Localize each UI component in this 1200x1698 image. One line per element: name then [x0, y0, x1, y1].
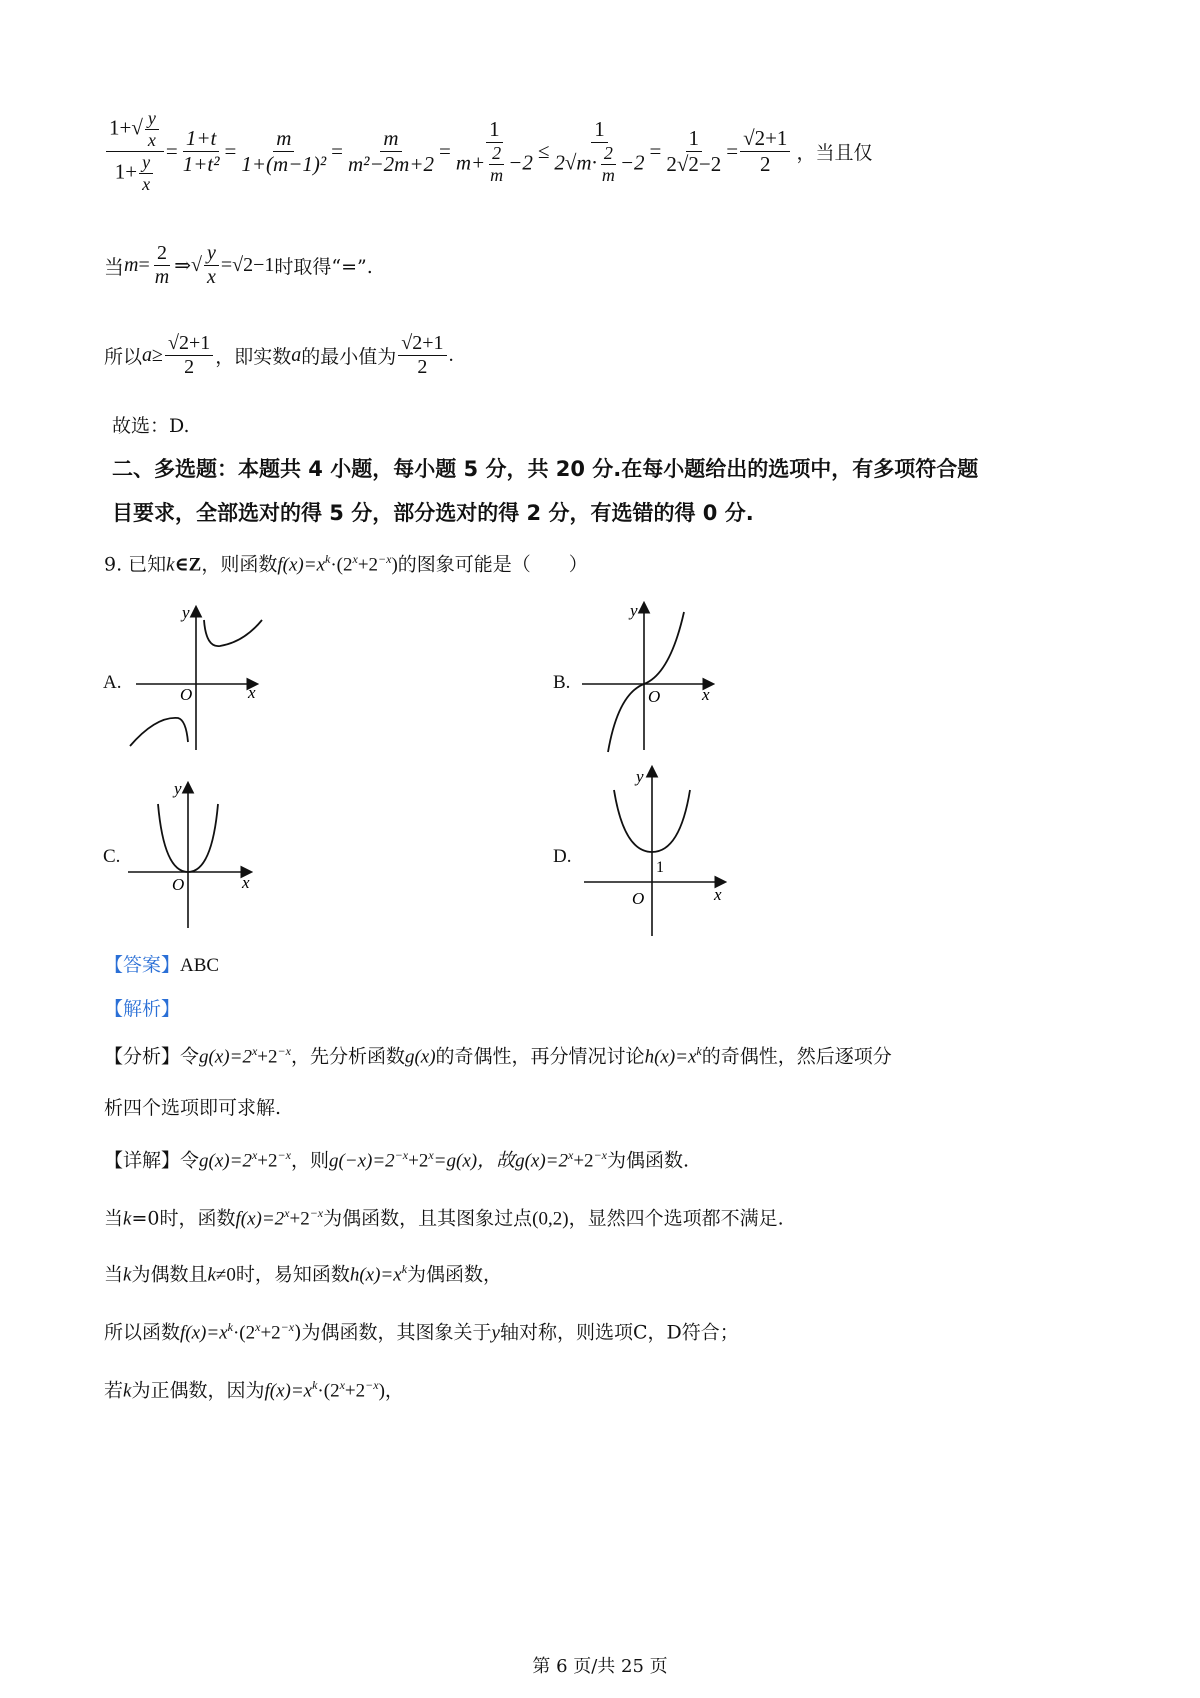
- fraction-result: $\frac{√2+1}{2}$: [740, 126, 790, 177]
- case-k-even: 当k为偶数且k≠0时，易知函数$h(x)=x^k$为偶函数，: [104, 1262, 503, 1286]
- intercept-label: 1: [656, 859, 664, 876]
- x-label: x: [714, 885, 722, 904]
- fraction-m1: $\frac{m}{\text{1+(m−1)²}}$: [241, 126, 327, 176]
- fenxi-line2: 析四个选项即可求解.: [104, 1097, 282, 1119]
- graph-option-a: [120, 600, 280, 760]
- x-label: x: [242, 873, 250, 892]
- x-label: x: [248, 683, 256, 702]
- section-heading-line1: 二、多选题：本题共 4 小题，每小题 5 分，共 20 分.在每小题给出的选项中，有多项符合题: [112, 457, 979, 481]
- curve: [608, 612, 684, 752]
- equation-chain: 1+√ $\frac{y}{x}$ 1+ $\frac{y}{x}$ = $\frac{1+t}{\text{1+t²}}$ = $\frac{m}{\text{1+(m−1)²}}$ = $\frac{m}{\text{m²−2m+2}}$ = 1 m+ $\frac{2}{m}$ −2 ≤ 1 2√m· $\frac{2}{m}$ −2 = $\frac{1}{2√2-2}$ = $\frac{√2+1}{2}$ ，当且仅: [104, 108, 872, 195]
- xiangjie-line: 【详解】令$g(x)=2^x+2^{-x}$，则$g(-x)=2^{-x}+2^x=g(x)$，故$g(x)=2^x+2^{-x}$为偶函数.: [104, 1148, 690, 1172]
- answer-value: ABC: [180, 955, 220, 976]
- so-line: 所以函数$f(x)=x^k\cdot(2^x+2^{-x})$为偶函数，其图象关于y轴对称，则选项C，D符合；: [104, 1320, 739, 1344]
- equality-condition: 当 m = $\frac{2}{m}$ ⇒ √ $\frac{y}{x}$ =√2−1 时取得“=”.: [104, 242, 373, 288]
- origin-label: O: [180, 685, 193, 704]
- answer-tag: 【答案】: [104, 954, 181, 976]
- curve-lower: [130, 718, 188, 746]
- conclusion-line: 所以 a ≥ $\frac{√2+1}{2}$ ，即实数 a 的最小值为 $\frac{√2+1}{2}$ .: [104, 332, 454, 378]
- question-9: 9. 已知k∈Z，则函数$f(x)=x^k\cdot(2^x+2^{-x})$的图象可能是（ ）: [104, 552, 588, 576]
- case-k-zero: 当k=0时，函数$f(x)=2^x+2^{-x}$为偶函数，且其图象过点(0,2)，显然四个选项都不满足.: [104, 1206, 784, 1230]
- origin-label: O: [648, 687, 661, 706]
- fraction-amgm: 1 2√m· $\frac{2}{m}$ −2: [554, 117, 645, 185]
- graph-option-b: [572, 598, 732, 758]
- origin-label: O: [632, 889, 645, 908]
- graph-option-c: [120, 776, 270, 936]
- option-b-label: B.: [553, 672, 571, 693]
- option-d-label: D.: [553, 846, 572, 867]
- case-k-positive-even: 若k为正偶数，因为$f(x)=x^k\cdot(2^x+2^{-x})$，: [104, 1378, 404, 1402]
- curve-upper: [204, 620, 262, 646]
- origin-label: O: [172, 875, 185, 894]
- y-label: y: [182, 603, 190, 622]
- fraction-t: $\frac{1+t}{\text{1+t²}}$: [182, 126, 220, 176]
- y-label: y: [174, 779, 182, 798]
- graph-option-d: [572, 762, 742, 942]
- x-label: x: [702, 685, 710, 704]
- analysis-tag: 【解析】: [104, 998, 181, 1020]
- section-heading-line2: 目要求，全部选对的得 5 分，部分选对的得 2 分，有选错的得 0 分.: [112, 501, 754, 525]
- choice-line: 故选：D.: [112, 415, 190, 437]
- fraction-lhs: 1+√ $\frac{y}{x}$ 1+ $\frac{y}{x}$: [106, 108, 164, 195]
- fenxi-line1: 【分析】令$g(x)=2^x+2^{-x}$，先分析函数g(x)的奇偶性，再分情况讨论$h(x)=x^k$的奇偶性，然后逐项分: [104, 1044, 892, 1068]
- fraction-root: $\frac{1}{2√2-2}$: [666, 126, 722, 176]
- y-label: y: [636, 767, 644, 786]
- option-a-label: A.: [103, 672, 122, 693]
- option-c-label: C.: [103, 846, 121, 867]
- answer-line: [104, 953, 219, 979]
- fraction-m2: $\frac{m}{\text{m²−2m+2}}$: [348, 126, 434, 176]
- page-footer: 第 6 页/共 25 页: [532, 1656, 668, 1677]
- fraction-m3: 1 m+ $\frac{2}{m}$ −2: [455, 117, 533, 185]
- y-label: y: [630, 601, 638, 620]
